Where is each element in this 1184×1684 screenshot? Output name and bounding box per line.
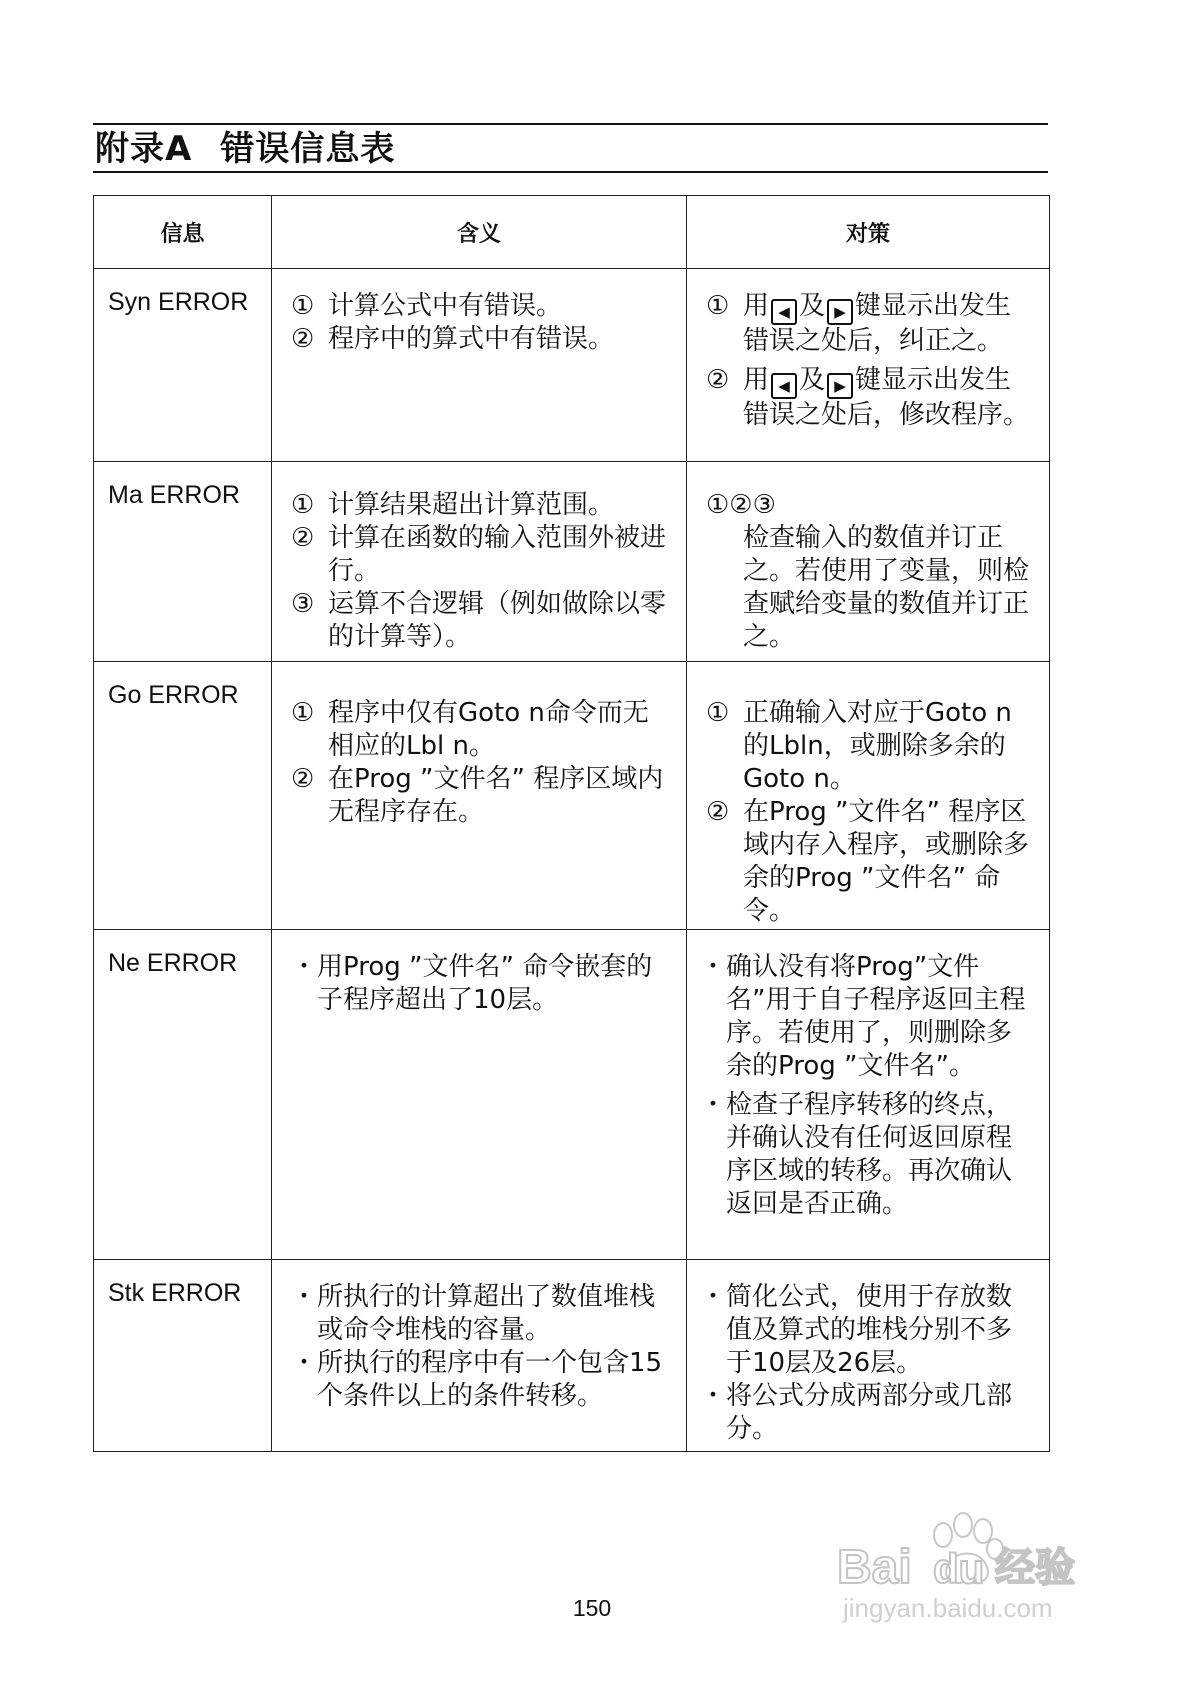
list-item: ① 计算结果超出计算范围。 — [291, 490, 615, 520]
meaning-cell — [273, 1261, 685, 1413]
page-heading — [93, 123, 1048, 173]
list-item: ① 计算公式中有错误。 — [291, 291, 563, 321]
appendix-label: 附录A — [95, 129, 193, 169]
watermark-brand: Bai — [837, 1541, 912, 1594]
list-item: ・ 检查子程序转移的终点，并确认没有任何返回原程序区域的转移。再次确认返回是否正确。 — [700, 1090, 1013, 1219]
meaning-cell — [273, 663, 685, 829]
table-row — [94, 269, 1050, 462]
meaning-cell — [273, 931, 685, 1017]
list-item: ② 计算在函数的输入范围外被进行。 — [291, 523, 667, 586]
table-row — [94, 1260, 1050, 1452]
action-cell — [688, 931, 1048, 1221]
right-arrow-key-icon: ▶ — [827, 299, 853, 325]
list-item: ① 正确输入对应于Goto n的Lbln，或删除多余的Goto n。 — [706, 698, 1012, 794]
error-code: Ne ERROR — [108, 949, 238, 977]
header-meaning: 含义 — [272, 196, 687, 269]
list-item: ① 程序中仅有Goto n命令而无相应的Lbl n。 — [291, 698, 649, 761]
table-row — [94, 662, 1050, 930]
table-header-row — [94, 196, 1050, 269]
list-item: ② 程序中的算式中有错误。 — [291, 324, 615, 354]
list-item: ② 在Prog ”文件名” 程序区域内无程序存在。 — [291, 764, 664, 827]
action-cell — [688, 463, 1048, 654]
page-number: 150 — [572, 1595, 612, 1621]
action-cell — [688, 1261, 1048, 1446]
list-item: ② 用 ◀ 及 ▶ 键显示出发生错误之处后，修改程序。 — [706, 365, 1030, 430]
table-row — [94, 462, 1050, 662]
list-item: ・ 所执行的程序中有一个包含15个条件以上的条件转移。 — [291, 1348, 663, 1411]
error-code: Ma ERROR — [108, 481, 240, 509]
error-code: Stk ERROR — [108, 1279, 242, 1307]
watermark-service: 经验 — [995, 1545, 1075, 1591]
heading-bottom-rule — [93, 171, 1048, 173]
action-cell — [688, 270, 1048, 432]
header-message: 信息 — [94, 196, 272, 269]
watermark-logo-icon — [835, 1505, 1115, 1625]
title-text: 错误信息表 — [220, 129, 396, 169]
list-item: ・ 将公式分成两部分或几部分。 — [700, 1381, 1013, 1444]
action-cell — [688, 663, 1048, 928]
list-item: ① 用 ◀ 及 ▶ 键显示出发生错误之处后，纠正之。 — [706, 291, 1012, 356]
list-item: ・ 所执行的计算超出了数值堆栈或命令堆栈的容量。 — [291, 1282, 656, 1345]
list-item: ・ 用Prog ”文件名” 命令嵌套的子程序超出了10层。 — [291, 952, 653, 1015]
list-item: ・ 简化公式，使用于存放数值及算式的堆栈分别不多于10层及26层。 — [700, 1282, 1013, 1378]
baidu-jingyan-watermark — [835, 1505, 1115, 1625]
list-marker: ①②③ — [706, 490, 776, 520]
list-item: ・ 确认没有将Prog”文件名”用于自子程序返回主程序。若使用了，则删除多余的Prog ”文件名”。 — [700, 952, 1026, 1081]
table-row — [94, 930, 1050, 1260]
error-message-table — [93, 195, 1050, 1452]
list-item: ③ 运算不合逻辑（例如做除以零的计算等）。 — [291, 589, 667, 652]
error-code: Syn ERROR — [108, 288, 249, 316]
watermark-brand-du: du — [933, 1545, 985, 1592]
header-action: 对策 — [687, 196, 1050, 269]
left-arrow-key-icon: ◀ — [771, 373, 797, 399]
meaning-cell — [273, 270, 685, 356]
page-title — [93, 125, 1048, 171]
right-arrow-key-icon: ▶ — [827, 373, 853, 399]
left-arrow-key-icon: ◀ — [771, 299, 797, 325]
list-item: ② 在Prog ”文件名” 程序区域内存入程序，或删除多余的Prog ”文件名” 命令。 — [706, 797, 1030, 926]
watermark-url: jingyan.baidu.com — [843, 1593, 1053, 1623]
meaning-cell — [273, 463, 685, 654]
error-code: Go ERROR — [108, 681, 239, 709]
list-item: 检查输入的数值并订正之。若使用了变量，则检查赋给变量的数值并订正之。 — [743, 523, 1030, 652]
